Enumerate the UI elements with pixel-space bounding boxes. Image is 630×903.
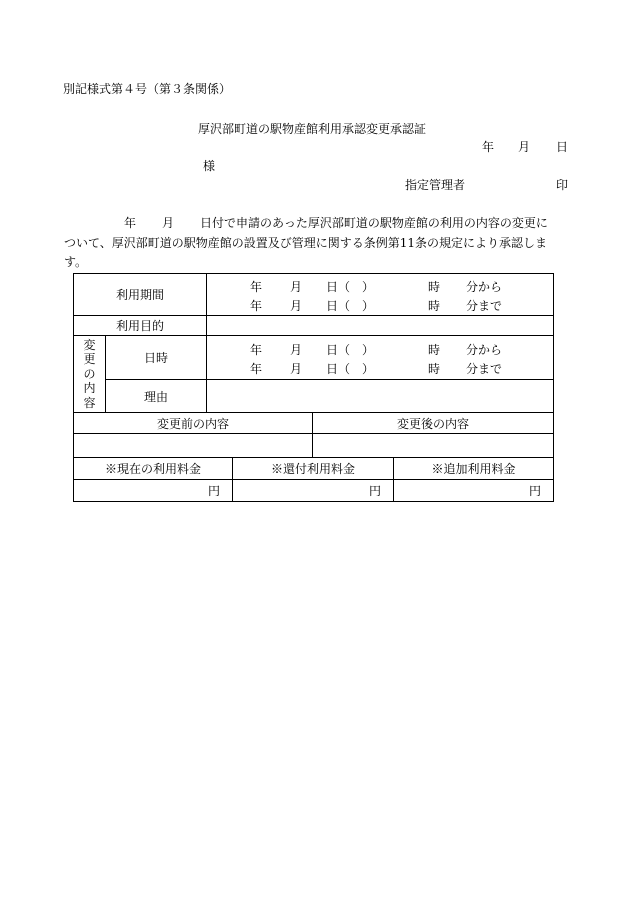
fee-additional-value[interactable]: 円 bbox=[394, 480, 554, 502]
usage-period-label: 利用期間 bbox=[74, 274, 207, 316]
change-reason-value[interactable] bbox=[207, 380, 554, 413]
usage-period-row bbox=[74, 274, 554, 316]
change-datetime-value[interactable] bbox=[207, 336, 554, 380]
usage-period-from: 年 月 日（ ） 時 分から bbox=[250, 279, 503, 294]
usage-period-value[interactable] bbox=[207, 274, 554, 316]
page-title: 厚沢部町道の駅物産館利用承認変更承認証 bbox=[198, 122, 427, 136]
fee-additional-label: ※追加利用料金 bbox=[394, 458, 554, 480]
change-form-table bbox=[73, 273, 554, 502]
statement-line-1 bbox=[64, 214, 570, 234]
statement-year: 年 bbox=[124, 216, 137, 230]
issue-date-year: 年 bbox=[482, 140, 495, 154]
usage-period-to: 年 月 日（ ） 時 分まで bbox=[250, 298, 503, 313]
issue-date-month: 月 bbox=[518, 140, 531, 154]
change-reason-row bbox=[74, 380, 554, 413]
fee-refund-label: ※還付利用料金 bbox=[233, 458, 394, 480]
before-after-header-row bbox=[74, 413, 554, 434]
fee-header-row bbox=[74, 458, 554, 480]
purpose-row bbox=[74, 316, 554, 336]
before-after-value-row bbox=[74, 434, 554, 458]
change-datetime-to: 年 月 日（ ） 時 分まで bbox=[250, 361, 503, 376]
issue-date-day: 日 bbox=[556, 140, 569, 154]
statement-month: 月 bbox=[162, 216, 175, 230]
manager-label: 指定管理者 bbox=[405, 178, 466, 192]
before-label: 変更前の内容 bbox=[74, 413, 313, 434]
change-datetime-label: 日時 bbox=[106, 336, 207, 380]
statement-line-2: ついて、厚沢部町道の駅物産館の設置及び管理に関する条例第11条の規定により承認しま bbox=[64, 235, 548, 250]
before-value[interactable] bbox=[74, 434, 313, 458]
statement-line-3: す。 bbox=[64, 255, 88, 269]
approval-statement bbox=[64, 214, 570, 273]
fee-current-value[interactable]: 円 bbox=[74, 480, 233, 502]
addressee-suffix: 様 bbox=[203, 159, 216, 173]
purpose-value[interactable] bbox=[207, 316, 554, 336]
purpose-label: 利用目的 bbox=[74, 316, 207, 336]
statement-day: 日 bbox=[200, 216, 213, 230]
after-label: 変更後の内容 bbox=[313, 413, 554, 434]
after-value[interactable] bbox=[313, 434, 554, 458]
seal-mark: 印 bbox=[556, 178, 569, 192]
change-datetime-from: 年 月 日（ ） 時 分から bbox=[250, 342, 503, 357]
fee-refund-value[interactable]: 円 bbox=[233, 480, 394, 502]
fee-current-label: ※現在の利用料金 bbox=[74, 458, 233, 480]
change-group-label: 変更の内容 bbox=[74, 336, 106, 413]
statement-line-1-text: 付で申請のあった厚沢部町道の駅物産館の利用の内容の変更に bbox=[212, 216, 548, 230]
fee-value-row bbox=[74, 480, 554, 502]
form-number: 別記様式第４号（第３条関係） bbox=[63, 82, 232, 96]
change-datetime-row bbox=[74, 336, 554, 380]
change-reason-label: 理由 bbox=[106, 380, 207, 413]
